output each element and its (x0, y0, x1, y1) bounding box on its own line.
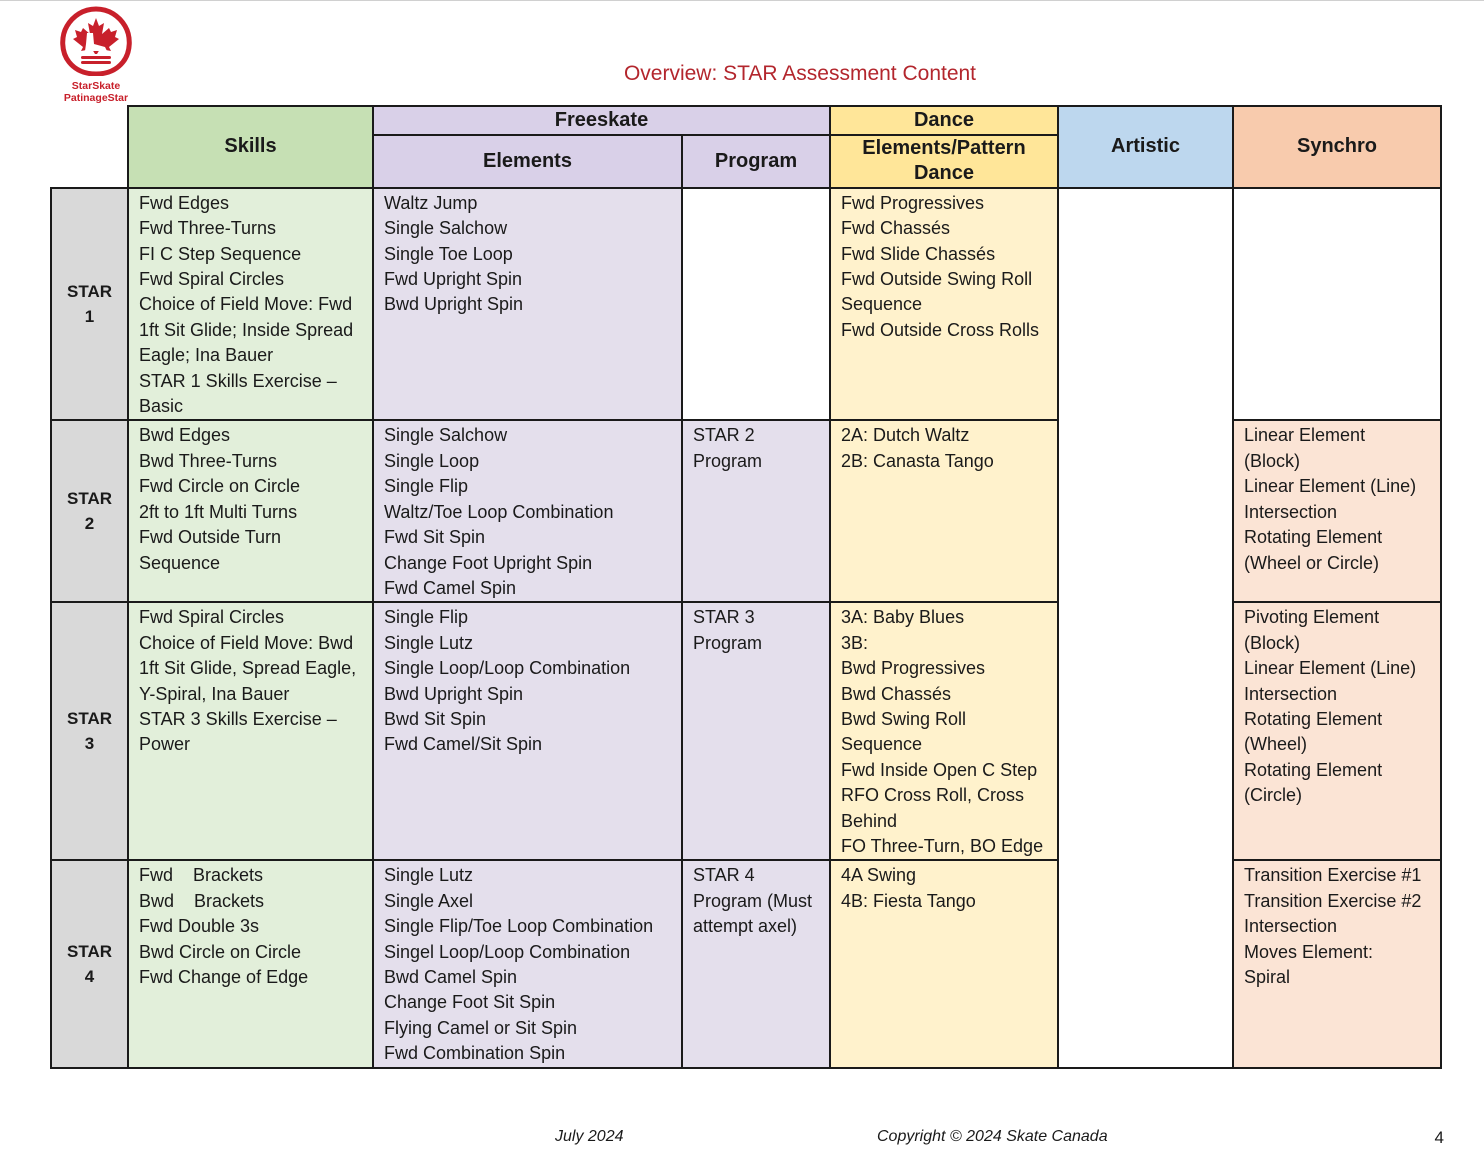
elements-cell: Single Flip Single Lutz Single Loop/Loop Combination Bwd Upright Spin Bwd Sit Spin Fwd Camel/Sit Spin (373, 602, 682, 860)
star-label: STAR 3 (51, 602, 128, 860)
dance-cell: Fwd Progressives Fwd Chassés Fwd Slide Chassés Fwd Outside Swing Roll Sequence Fwd Outside Cross Rolls (830, 188, 1058, 421)
elements-cell: Waltz Jump Single Salchow Single Toe Loop Fwd Upright Spin Bwd Upright Spin (373, 188, 682, 421)
starskate-logo (56, 6, 136, 104)
header-dance-sub: Elements/Pattern Dance (830, 135, 1058, 188)
header-synchro: Synchro (1233, 106, 1441, 188)
table-row-star-4 (51, 860, 1441, 1067)
program-cell: STAR 2 Program (682, 420, 830, 602)
dance-cell: 3A: Baby Blues 3B: Bwd Progressives Bwd Chassés Bwd Swing Roll Sequence Fwd Inside Open C Step RFO Cross Roll, Cross Behind FO Three-Turn, BO Edge (830, 602, 1058, 860)
top-rule (0, 0, 1484, 1)
dance-cell: 4A Swing 4B: Fiesta Tango (830, 860, 1058, 1067)
page-number: 4 (1434, 1128, 1444, 1147)
skills-cell: Fwd Brackets Bwd Brackets Fwd Double 3s Bwd Circle on Circle Fwd Change of Edge (128, 860, 373, 1067)
logo-text-patinagestar: PatinageStar (63, 92, 129, 104)
program-cell: STAR 4 Program (Must attempt axel) (682, 860, 830, 1067)
header-program: Program (682, 135, 830, 188)
page-title: Overview: STAR Assessment Content (623, 62, 977, 85)
skills-cell: Bwd Edges Bwd Three-Turns Fwd Circle on Circle 2ft to 1ft Multi Turns Fwd Outside Turn Sequence (128, 420, 373, 602)
header-elements: Elements (373, 135, 682, 188)
star-label: STAR 4 (51, 860, 128, 1067)
star-label: STAR 2 (51, 420, 128, 602)
header-dance: Dance (830, 106, 1058, 135)
elements-cell: Single Salchow Single Loop Single Flip Waltz/Toe Loop Combination Fwd Sit Spin Change Foot Upright Spin Fwd Camel Spin (373, 420, 682, 602)
corner-blank (51, 106, 128, 188)
header-skills: Skills (128, 106, 373, 188)
synchro-cell: Pivoting Element (Block) Linear Element (Line) Intersection Rotating Element (Wheel) Rotating Element (Circle) (1233, 602, 1441, 860)
synchro-cell: Linear Element (Block) Linear Element (Line) Intersection Rotating Element (Wheel or Circle) (1233, 420, 1441, 602)
logo-text-starskate: StarSkate (71, 80, 121, 92)
program-cell: STAR 3 Program (682, 602, 830, 860)
program-cell (682, 188, 830, 421)
skills-cell: Fwd Spiral Circles Choice of Field Move: Bwd 1ft Sit Glide, Spread Eagle, Y-Spiral, Ina Bauer STAR 3 Skills Exercise – Power (128, 602, 373, 860)
footer-date: July 2024 (555, 1128, 624, 1145)
elements-cell: Single Lutz Single Axel Single Flip/Toe Loop Combination Singel Loop/Loop Combination Bwd Camel Spin Change Foot Sit Spin Flying Camel or Sit Spin Fwd Combination Spin (373, 860, 682, 1067)
synchro-cell: Transition Exercise #1 Transition Exercise #2 Intersection Moves Element: Spiral (1233, 860, 1441, 1067)
footer-copyright: Copyright © 2024 Skate Canada (877, 1128, 1108, 1145)
star-label: STAR 1 (51, 188, 128, 421)
dance-cell: 2A: Dutch Waltz 2B: Canasta Tango (830, 420, 1058, 602)
table-row-star-2 (51, 420, 1441, 602)
synchro-cell (1233, 188, 1441, 421)
table-row-star-3 (51, 602, 1441, 860)
assessment-table (50, 105, 1442, 1069)
header-artistic: Artistic (1058, 106, 1233, 188)
skills-cell: Fwd Edges Fwd Three-Turns FI C Step Sequence Fwd Spiral Circles Choice of Field Move: Fwd 1ft Sit Glide; Inside Spread Eagle; Ina Bauer STAR 1 Skills Exercise – Basic (128, 188, 373, 421)
artistic-cell (1058, 188, 1233, 1068)
table-row-star-1 (51, 188, 1441, 421)
header-freeskate: Freeskate (373, 106, 830, 135)
maple-leaf-skate-icon (59, 6, 133, 76)
